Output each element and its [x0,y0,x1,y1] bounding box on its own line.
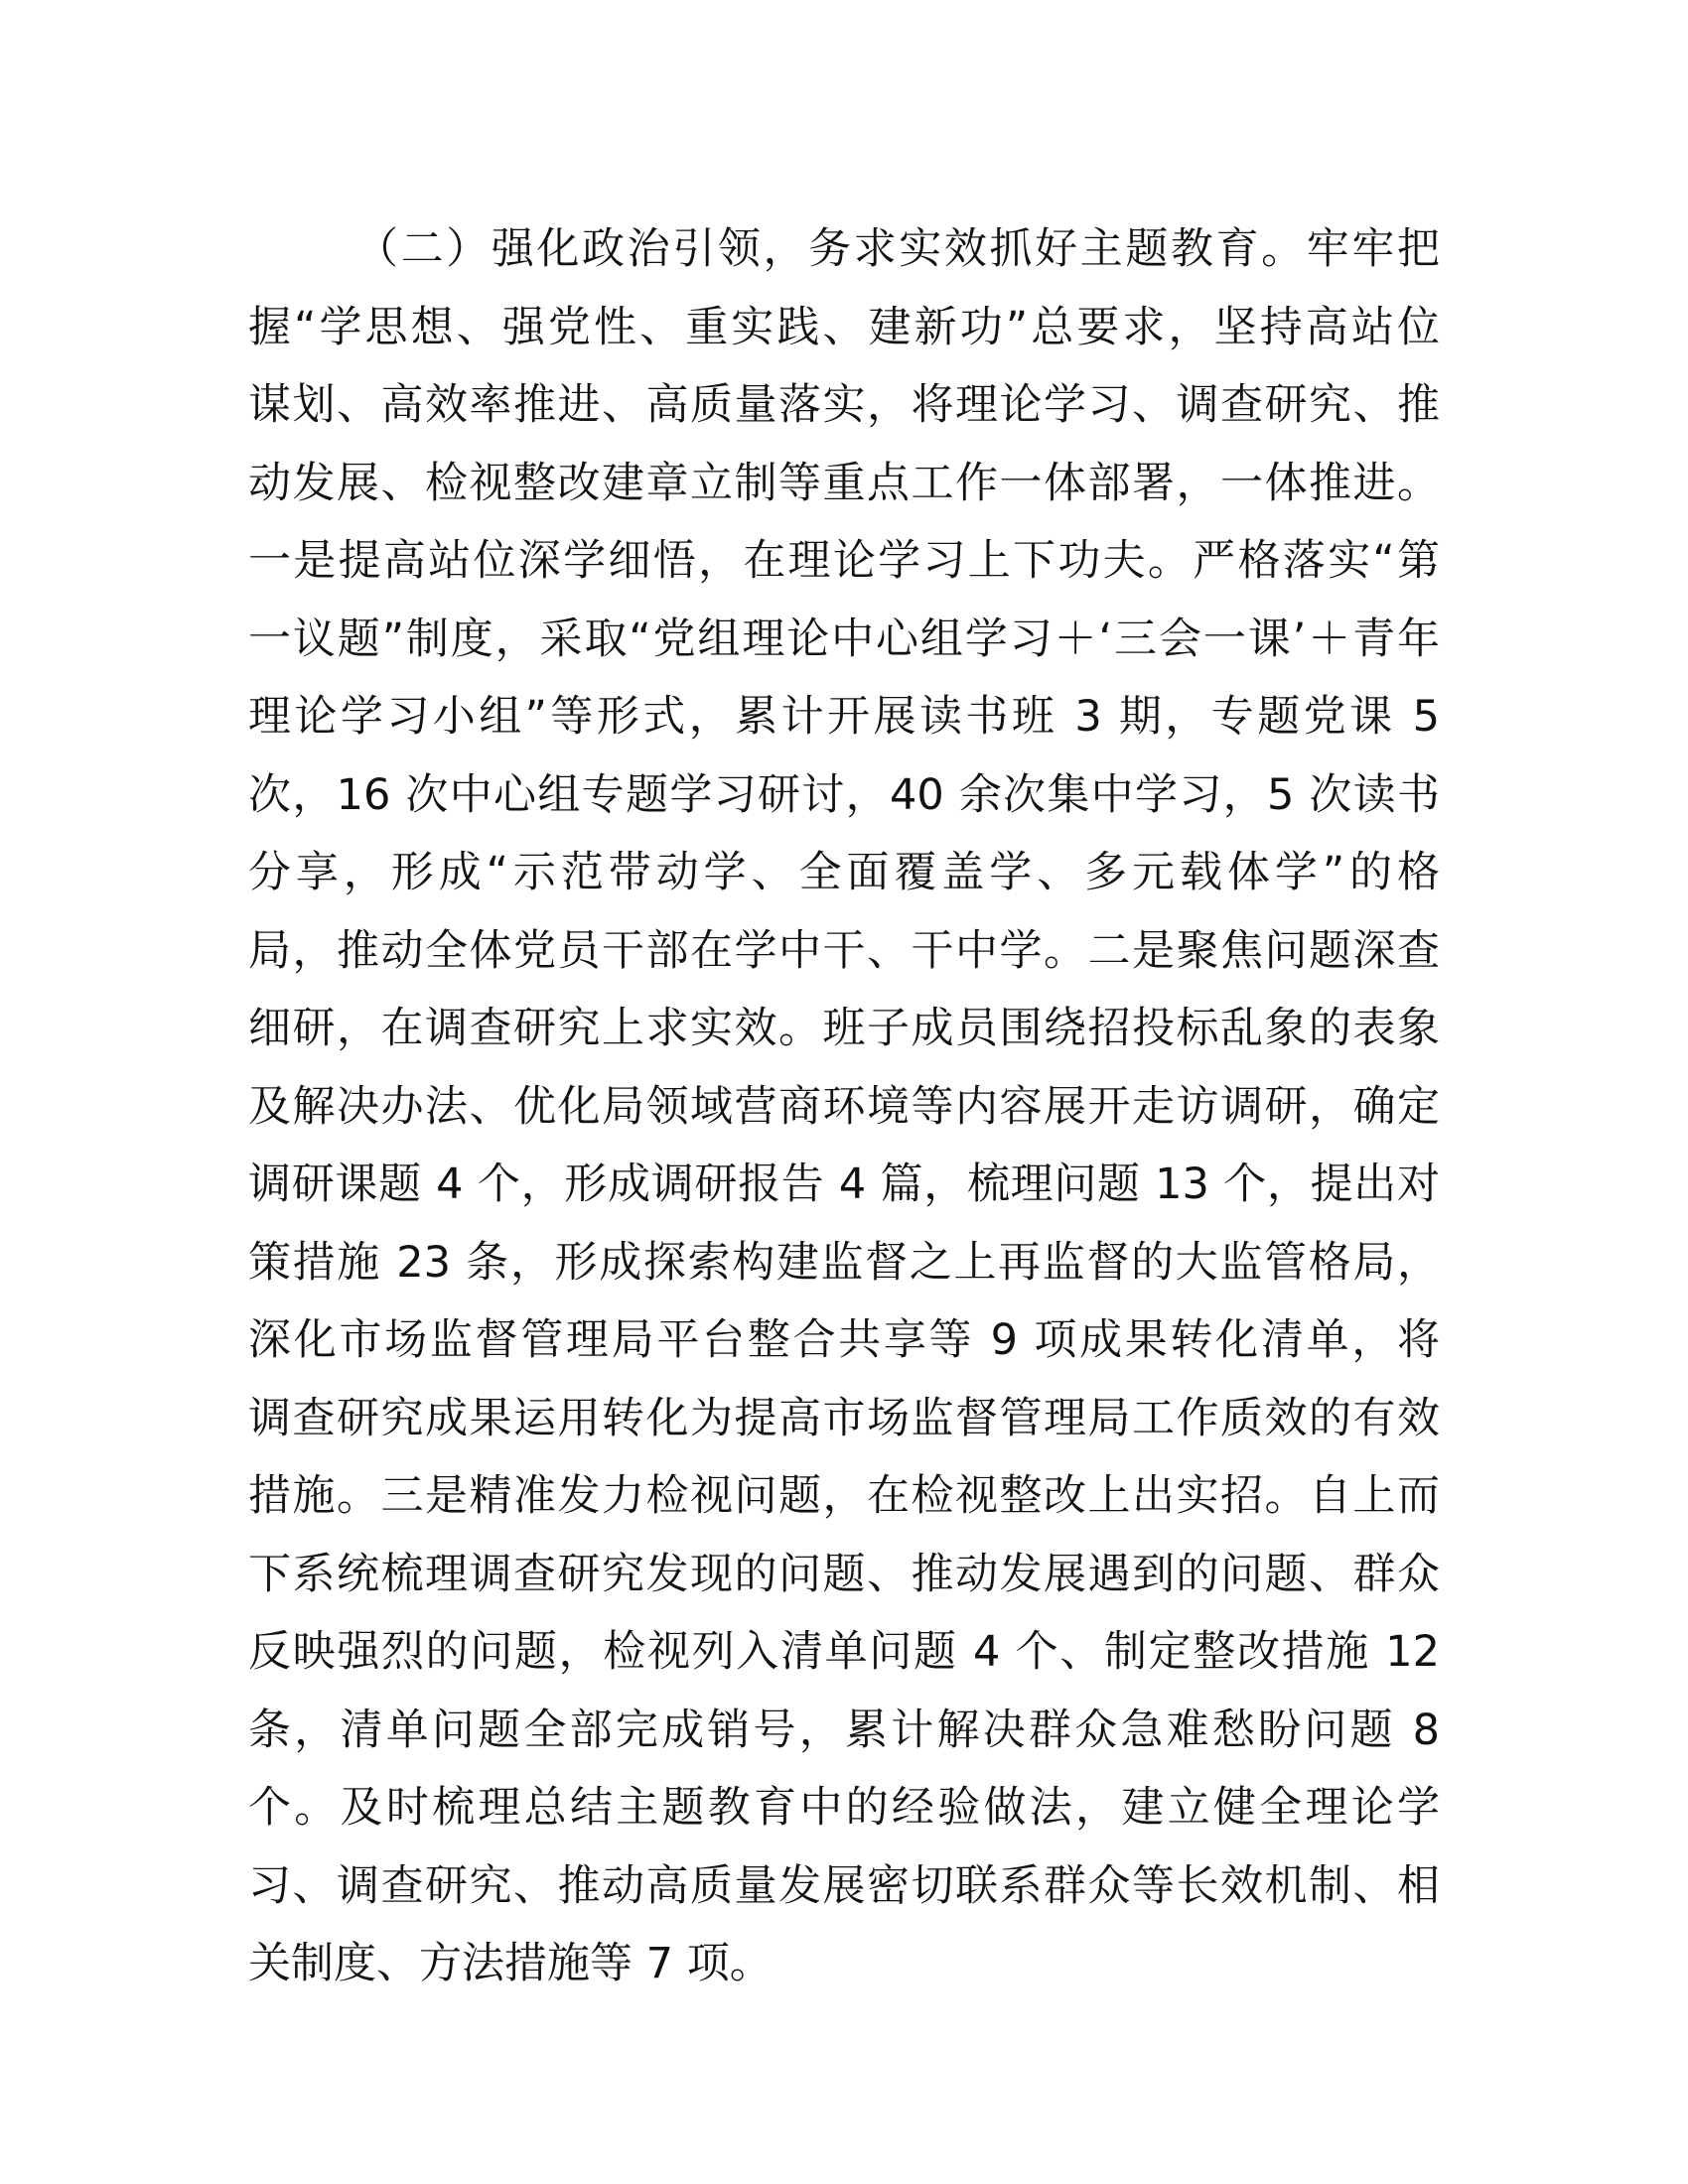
paragraph-line: 次，16 次中心组专题学习研讨，40 余次集中学习，5 次读书 [248,769,1440,820]
body-paragraph [248,210,1440,2003]
paragraph-line: 动发展、检视整改建章立制等重点工作一体部署，一体推进。 [248,458,1440,508]
paragraph-line: 一议题”制度，采取“党组理论中心组学习＋‘三会一课’＋青年 [248,614,1440,664]
paragraph-line: 谋划、高效率推进、高质量落实，将理论学习、调查研究、推 [248,380,1440,430]
paragraph-line: 理论学习小组”等形式，累计开展读书班 3 期，专题党课 5 [248,692,1440,742]
paragraph-line: 习、调查研究、推动高质量发展密切联系群众等长效机制、相 [248,1860,1440,1911]
paragraph-line: 关制度、方法措施等 7 项。 [248,1939,773,1988]
paragraph-line: （二）强化政治引领，务求实效抓好主题教育。牢牢把 [355,224,1440,274]
paragraph-line: 策措施 23 条，形成探索构建监督之上再监督的大监管格局， [248,1237,1440,1288]
paragraph-line: 调研课题 4 个，形成调研报告 4 篇，梳理问题 13 个，提出对 [248,1160,1440,1209]
paragraph-line: 局，推动全体党员干部在学中干、干中学。二是聚焦问题深查 [248,925,1440,976]
paragraph-line: 分享，形成“示范带动学、全面覆盖学、多元载体学”的格 [248,848,1440,897]
paragraph-line: 下系统梳理调查研究发现的问题、推动发展遇到的问题、群众 [248,1549,1440,1599]
paragraph-line: 个。及时梳理总结主题教育中的经验做法，建立健全理论学 [248,1783,1440,1833]
paragraph-line: 一是提高站位深学细悟，在理论学习上下功夫。严格落实“第 [248,536,1440,586]
paragraph-line: 条，清单问题全部完成销号，累计解决群众急难愁盼问题 8 [248,1705,1440,1755]
paragraph-line: 措施。三是精准发力检视问题，在检视整改上出实招。自上而 [248,1471,1440,1521]
paragraph-line: 握“学思想、强党性、重实践、建新功”总要求，坚持高站位 [248,302,1440,352]
paragraph-line: 调查研究成果运用转化为提高市场监督管理局工作质效的有效 [248,1393,1440,1443]
paragraph-line: 反映强烈的问题，检视列入清单问题 4 个、制定整改措施 12 [248,1627,1440,1677]
paragraph-line: 细研，在调查研究上求实效。班子成员围绕招投标乱象的表象 [248,1004,1440,1053]
paragraph-line: 深化市场监督管理局平台整合共享等 9 项成果转化清单，将 [248,1315,1440,1365]
paragraph-line: 及解决办法、优化局领域营商环境等内容展开走访调研，确定 [248,1081,1440,1132]
